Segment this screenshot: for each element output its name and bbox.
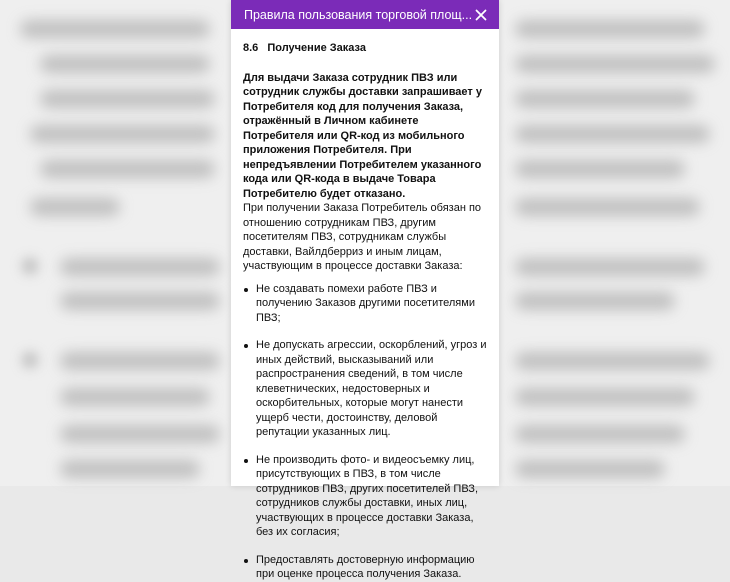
intro-paragraph: При получении Заказа Потребитель обязан по отношению сотрудникам ПВЗ, другим посетителям ПВЗ, сотрудникам службы доставки, Вайлдберриз и иным лицам, участвующим в процессе доставки Заказа: (243, 202, 482, 272)
bg-blur-line (60, 460, 200, 478)
dialog-header (231, 0, 499, 29)
bg-blur-line (515, 292, 675, 310)
rules-list (243, 282, 489, 582)
close-button[interactable] (472, 5, 489, 25)
bg-blur-line (30, 198, 120, 216)
dialog-title: Правила пользования торговой площ... (244, 7, 473, 22)
bg-blur-line (515, 55, 715, 73)
bg-blur-line (515, 388, 695, 406)
bg-blur-line (40, 160, 215, 178)
bg-blur-line (60, 425, 220, 443)
bg-blur-line (515, 460, 665, 478)
bg-blur-line (60, 352, 220, 370)
bg-blur-line (60, 292, 220, 310)
bg-blur-line (30, 125, 215, 143)
bg-blur-line (515, 20, 705, 38)
list-item: Предоставлять достоверную информацию при оценке процесса получения Заказа. (243, 553, 489, 582)
bg-blur-line (60, 388, 210, 406)
list-item: Не производить фото- и видеосъемку лиц, присутствующих в ПВЗ, в том числе сотрудников ПВЗ, других посетителей ПВЗ, сотрудников службы доставки, иных лиц, участвующих в процессе доставки Заказа, без их согласия; (243, 453, 489, 540)
section-heading (243, 41, 489, 56)
bg-blur-line (515, 425, 685, 443)
section-title: Получение Заказа (267, 42, 366, 54)
bg-blur-line (20, 20, 210, 38)
list-item: Не допускать агрессии, оскорблений, угроз и иных действий, высказываний или распространения сведений, в том числе клеветнических, недостоверных и оскорбительных, которые могут нанести ущерб чести, достоинству, деловой репутации указанных лиц. (243, 338, 489, 440)
bg-blur-line (40, 55, 210, 73)
section-number: 8.6 (243, 42, 259, 54)
bg-blur-line (515, 125, 710, 143)
bg-blur-dot (22, 352, 38, 368)
bg-blur-dot (22, 258, 38, 274)
bold-paragraph: Для выдачи Заказа сотрудник ПВЗ или сотрудник службы доставки запрашивает у Потребителя код для получения Заказа, отражённый в Личном кабинете Потребителя или QR-код из мобильного приложения Потребителя. При непредъявлении Потребителем указанного кода или QR-кода в выдаче Товара Потребителю будет отказано. (243, 71, 482, 200)
bg-blur-line (515, 198, 700, 216)
bg-blur-line (515, 90, 695, 108)
close-icon (475, 9, 487, 21)
bg-blur-line (515, 258, 705, 276)
bg-blur-line (60, 258, 220, 276)
bg-blur-line (515, 160, 685, 178)
dialog-content (231, 29, 499, 582)
list-item: Не создавать помехи работе ПВЗ и получению Заказов другими посетителями ПВЗ; (243, 282, 489, 326)
bg-blur-line (515, 352, 710, 370)
bg-blur-line (40, 90, 215, 108)
rules-dialog (231, 0, 499, 580)
